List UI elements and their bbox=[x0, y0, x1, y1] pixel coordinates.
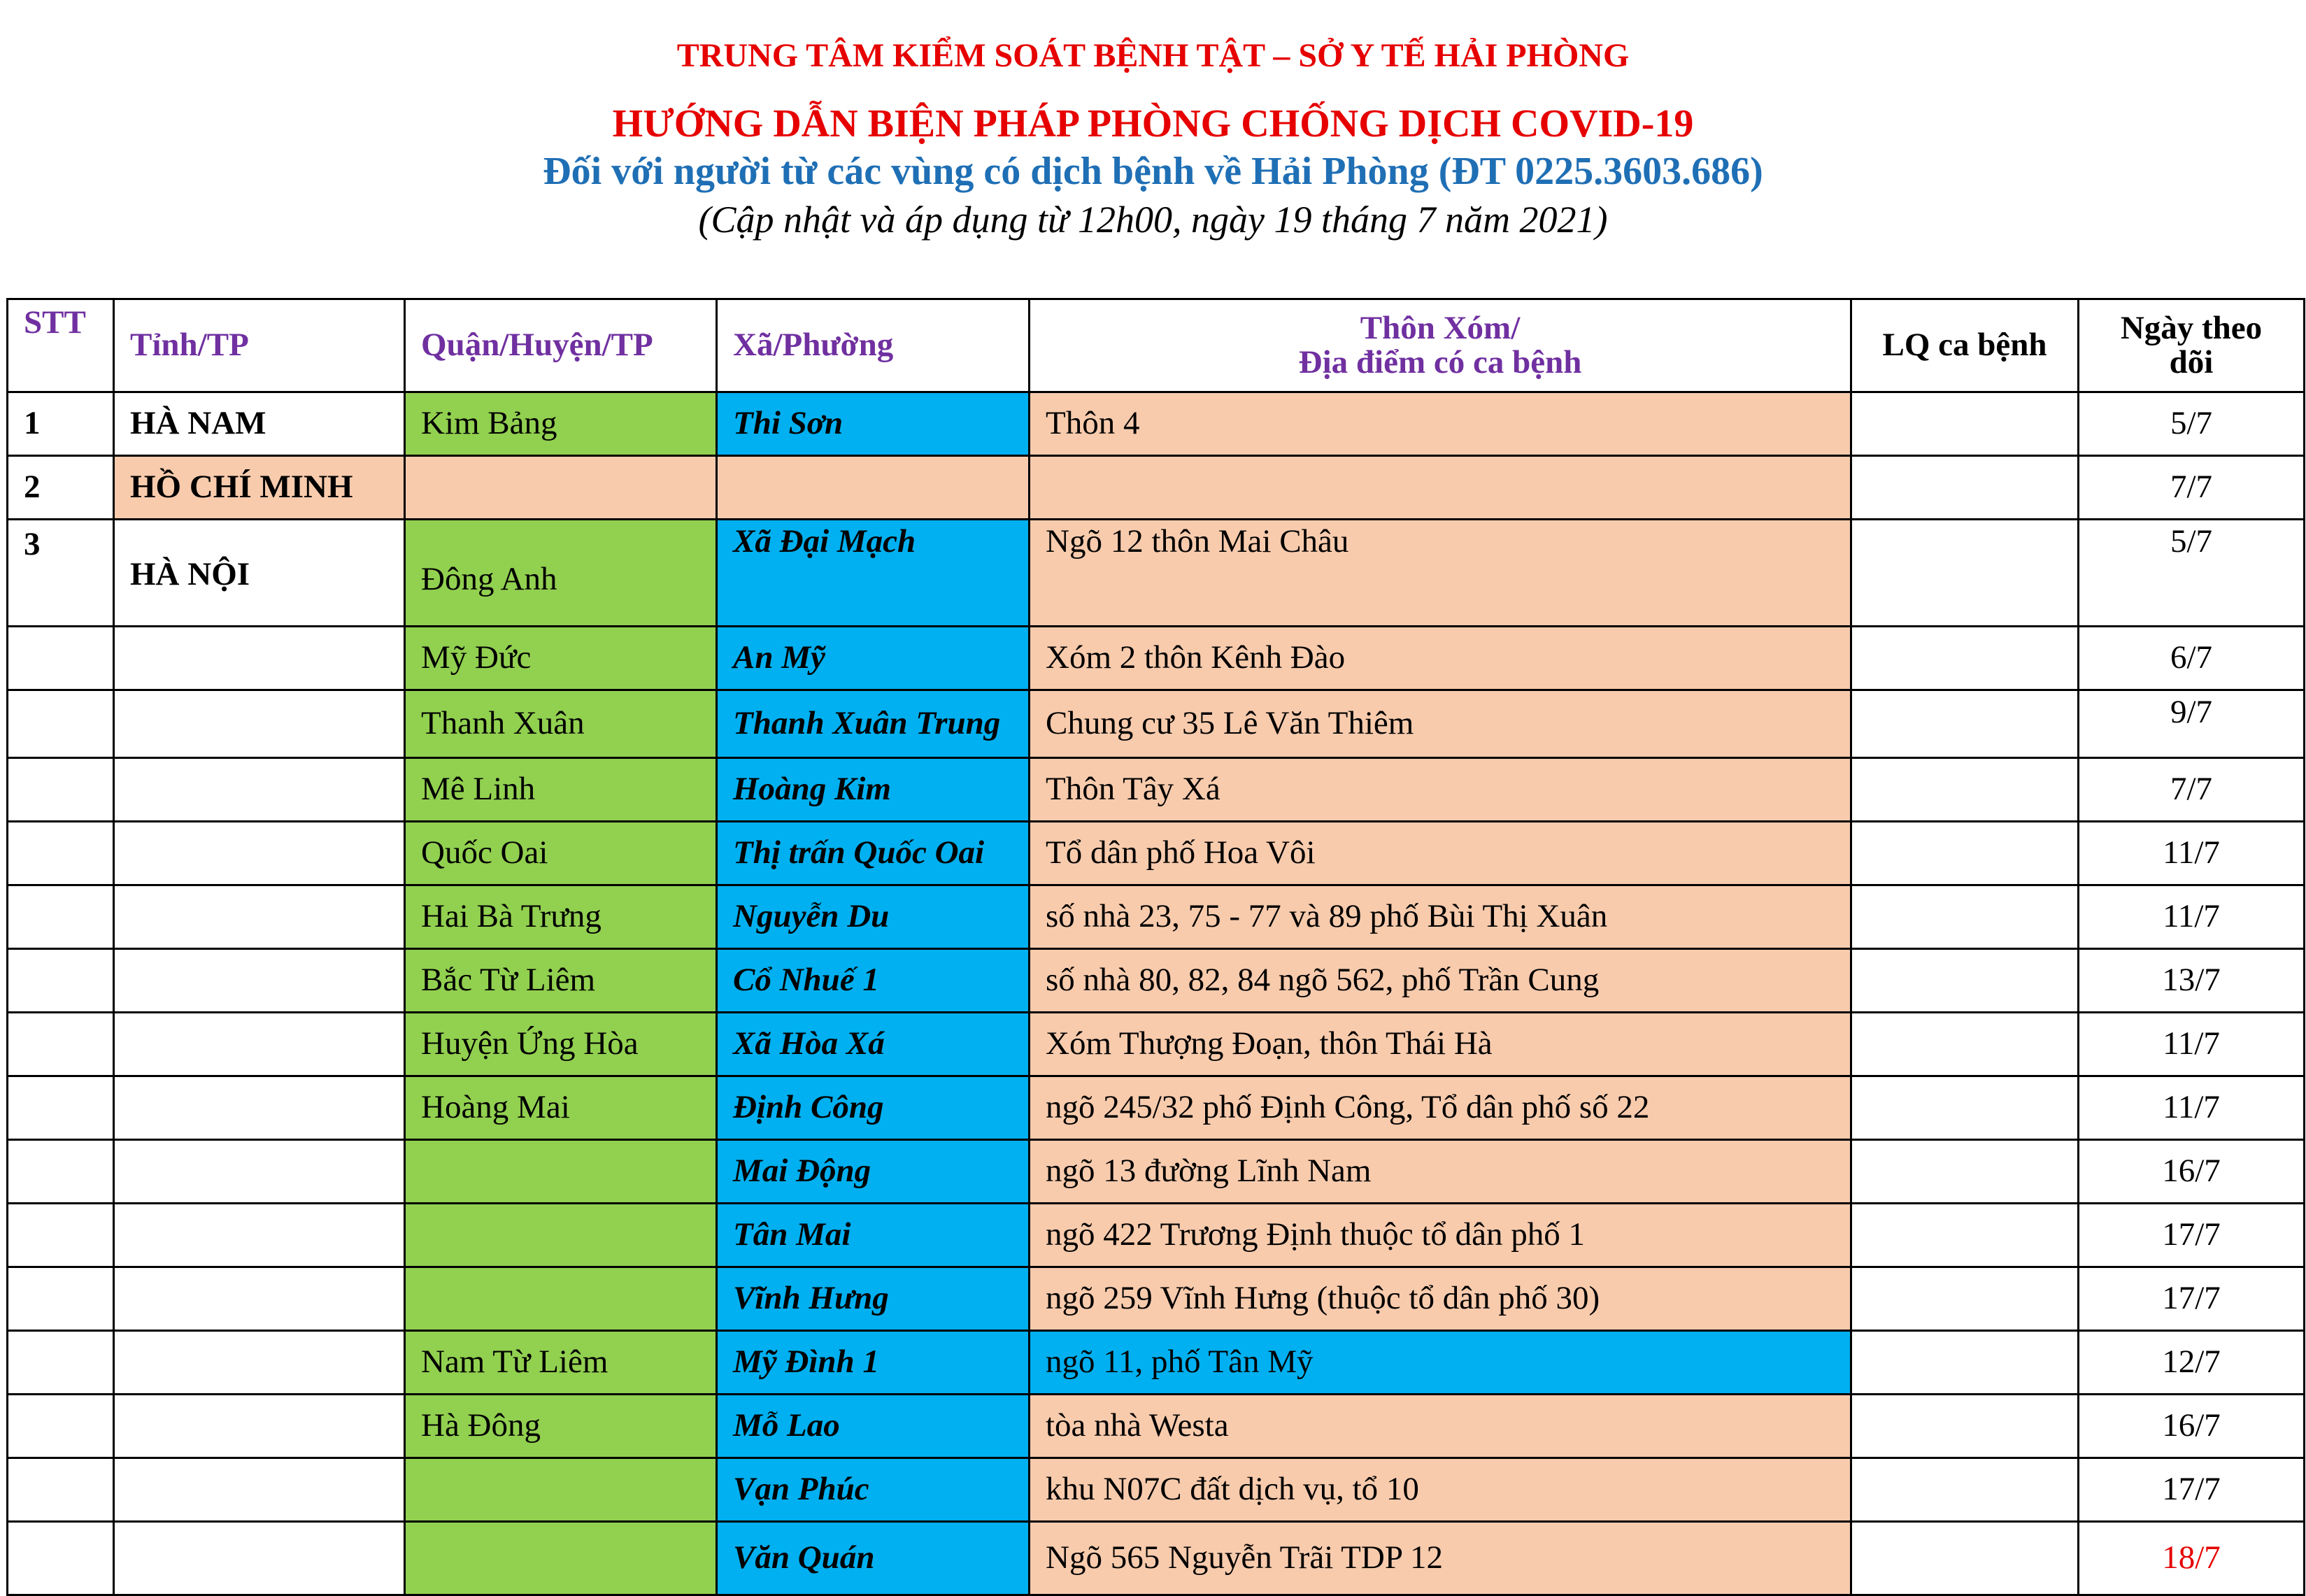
col-header-thon-line1: Thôn Xóm/ bbox=[1360, 309, 1521, 346]
cell-lq bbox=[1851, 1140, 2079, 1204]
table-row bbox=[8, 1013, 2305, 1076]
cell-ngay: 5/7 bbox=[2079, 392, 2305, 456]
cell-thon: ngõ 422 Trương Định thuộc tổ dân phố 1 bbox=[1030, 1204, 1851, 1267]
cell-ngay: 11/7 bbox=[2079, 1076, 2305, 1140]
col-header-ngay-line1: Ngày theo bbox=[2120, 309, 2263, 346]
cell-xa bbox=[717, 456, 1030, 520]
cell-tinh bbox=[114, 1331, 405, 1395]
cell-thon: Chung cư 35 Lê Văn Thiêm bbox=[1030, 690, 1851, 758]
cell-lq bbox=[1851, 690, 2079, 758]
cell-stt bbox=[8, 1522, 114, 1595]
cell-tinh bbox=[114, 1013, 405, 1076]
cell-quan bbox=[405, 456, 717, 520]
cell-quan: Kim Bảng bbox=[405, 392, 717, 456]
cell-quan: Mê Linh bbox=[405, 758, 717, 822]
cell-ngay: 11/7 bbox=[2079, 1013, 2305, 1076]
cell-tinh bbox=[114, 822, 405, 885]
cell-xa: Xã Đại Mạch bbox=[717, 520, 1030, 627]
cell-quan: Hà Đông bbox=[405, 1395, 717, 1458]
col-header-ngay bbox=[2079, 299, 2305, 392]
cell-xa: Cổ Nhuế 1 bbox=[717, 949, 1030, 1013]
cell-ngay: 16/7 bbox=[2079, 1140, 2305, 1204]
cell-lq bbox=[1851, 1331, 2079, 1395]
cell-tinh bbox=[114, 1395, 405, 1458]
cell-quan bbox=[405, 1522, 717, 1595]
cell-thon: Ngõ 12 thôn Mai Châu bbox=[1030, 520, 1851, 627]
cell-thon: ngõ 245/32 phố Định Công, Tổ dân phố số 22 bbox=[1030, 1076, 1851, 1140]
cell-ngay: 17/7 bbox=[2079, 1458, 2305, 1522]
cell-stt bbox=[8, 758, 114, 822]
col-header-thon bbox=[1030, 299, 1851, 392]
cell-thon: Xóm 2 thôn Kênh Đào bbox=[1030, 627, 1851, 690]
table-row bbox=[8, 758, 2305, 822]
table-row bbox=[8, 627, 2305, 690]
col-header-stt: STT bbox=[8, 299, 114, 392]
table-row bbox=[8, 1458, 2305, 1522]
cell-thon: ngõ 11, phố Tân Mỹ bbox=[1030, 1331, 1851, 1395]
cell-xa: Vĩnh Hưng bbox=[717, 1267, 1030, 1331]
cell-thon: số nhà 80, 82, 84 ngõ 562, phố Trần Cung bbox=[1030, 949, 1851, 1013]
cell-xa: Hoàng Kim bbox=[717, 758, 1030, 822]
cell-stt bbox=[8, 1013, 114, 1076]
cell-lq bbox=[1851, 1267, 2079, 1331]
table-row bbox=[8, 949, 2305, 1013]
cell-thon bbox=[1030, 456, 1851, 520]
cell-tinh bbox=[114, 1522, 405, 1595]
cell-stt bbox=[8, 1140, 114, 1204]
organization-heading: TRUNG TÂM KIỂM SOÁT BỆNH TẬT – SỞ Y TẾ HẢI PHÒNG bbox=[676, 37, 1630, 74]
table-row bbox=[8, 1076, 2305, 1140]
cell-xa: Xã Hòa Xá bbox=[717, 1013, 1030, 1076]
table-header-row bbox=[8, 299, 2305, 392]
cell-stt bbox=[8, 949, 114, 1013]
cell-stt bbox=[8, 1395, 114, 1458]
cell-lq bbox=[1851, 758, 2079, 822]
cell-quan: Bắc Từ Liêm bbox=[405, 949, 717, 1013]
cell-xa: Văn Quán bbox=[717, 1522, 1030, 1595]
table-row bbox=[8, 1395, 2305, 1458]
cell-quan: Hai Bà Trưng bbox=[405, 885, 717, 949]
cell-ngay: 17/7 bbox=[2079, 1204, 2305, 1267]
cell-tinh bbox=[114, 627, 405, 690]
cell-lq bbox=[1851, 949, 2079, 1013]
table-row bbox=[8, 456, 2305, 520]
cell-ngay: 11/7 bbox=[2079, 822, 2305, 885]
col-header-quan: Quận/Huyện/TP bbox=[405, 299, 717, 392]
cell-stt bbox=[8, 1458, 114, 1522]
col-header-lq: LQ ca bệnh bbox=[1851, 299, 2079, 392]
document-subtitle: Đối với người từ các vùng có dịch bệnh về Hải Phòng (ĐT 0225.3603.686) bbox=[543, 150, 1763, 193]
cell-quan bbox=[405, 1140, 717, 1204]
cell-xa: Tân Mai bbox=[717, 1204, 1030, 1267]
cell-xa: Mai Động bbox=[717, 1140, 1030, 1204]
cell-tinh bbox=[114, 758, 405, 822]
cell-quan: Quốc Oai bbox=[405, 822, 717, 885]
cell-tinh bbox=[114, 1458, 405, 1522]
cell-thon: Ngõ 565 Nguyễn Trãi TDP 12 bbox=[1030, 1522, 1851, 1595]
cell-lq bbox=[1851, 520, 2079, 627]
cell-ngay: 17/7 bbox=[2079, 1267, 2305, 1331]
cell-xa: Vạn Phúc bbox=[717, 1458, 1030, 1522]
cell-tinh bbox=[114, 949, 405, 1013]
cell-stt bbox=[8, 885, 114, 949]
cell-ngay: 5/7 bbox=[2079, 520, 2305, 627]
cell-thon: Thôn 4 bbox=[1030, 392, 1851, 456]
cell-thon: Tổ dân phố Hoa Vôi bbox=[1030, 822, 1851, 885]
cell-ngay: 7/7 bbox=[2079, 456, 2305, 520]
table-row bbox=[8, 1140, 2305, 1204]
cell-ngay: 18/7 bbox=[2079, 1522, 2305, 1595]
cell-tinh bbox=[114, 1267, 405, 1331]
cell-lq bbox=[1851, 1522, 2079, 1595]
table-row bbox=[8, 822, 2305, 885]
cell-tinh bbox=[114, 690, 405, 758]
table-row bbox=[8, 1522, 2305, 1595]
cell-ngay: 6/7 bbox=[2079, 627, 2305, 690]
cell-ngay: 11/7 bbox=[2079, 885, 2305, 949]
cell-tinh: HỒ CHÍ MINH bbox=[114, 456, 405, 520]
cell-xa: Thị trấn Quốc Oai bbox=[717, 822, 1030, 885]
cell-stt bbox=[8, 1267, 114, 1331]
cell-tinh bbox=[114, 1076, 405, 1140]
cell-quan: Thanh Xuân bbox=[405, 690, 717, 758]
cell-lq bbox=[1851, 1013, 2079, 1076]
cell-quan: Huyện Ứng Hòa bbox=[405, 1013, 717, 1076]
cell-xa: Nguyễn Du bbox=[717, 885, 1030, 949]
document-title: HƯỚNG DẪN BIỆN PHÁP PHÒNG CHỐNG DỊCH COVID-19 bbox=[612, 102, 1694, 145]
cell-stt: 3 bbox=[8, 520, 114, 627]
cell-thon: tòa nhà Westa bbox=[1030, 1395, 1851, 1458]
cell-tinh bbox=[114, 1140, 405, 1204]
cell-lq bbox=[1851, 1395, 2079, 1458]
table-row bbox=[8, 1267, 2305, 1331]
cell-ngay: 16/7 bbox=[2079, 1395, 2305, 1458]
cell-xa: Thanh Xuân Trung bbox=[717, 690, 1030, 758]
cell-thon: khu N07C đất dịch vụ, tổ 10 bbox=[1030, 1458, 1851, 1522]
cell-ngay: 9/7 bbox=[2079, 690, 2305, 758]
cell-quan: Đông Anh bbox=[405, 520, 717, 627]
cell-lq bbox=[1851, 1204, 2079, 1267]
table-row bbox=[8, 1331, 2305, 1395]
cell-stt: 1 bbox=[8, 392, 114, 456]
cell-stt bbox=[8, 627, 114, 690]
cell-tinh bbox=[114, 885, 405, 949]
cell-quan: Nam Từ Liêm bbox=[405, 1331, 717, 1395]
cell-tinh: HÀ NAM bbox=[114, 392, 405, 456]
cell-tinh: HÀ NỘI bbox=[114, 520, 405, 627]
cell-xa: Thi Sơn bbox=[717, 392, 1030, 456]
cell-stt: 2 bbox=[8, 456, 114, 520]
cell-xa: Mỹ Đình 1 bbox=[717, 1331, 1030, 1395]
col-header-xa: Xã/Phường bbox=[717, 299, 1030, 392]
cell-lq bbox=[1851, 627, 2079, 690]
cell-thon: Thôn Tây Xá bbox=[1030, 758, 1851, 822]
update-note: (Cập nhật và áp dụng từ 12h00, ngày 19 tháng 7 năm 2021) bbox=[698, 199, 1608, 241]
cell-thon: ngõ 259 Vĩnh Hưng (thuộc tổ dân phố 30) bbox=[1030, 1267, 1851, 1331]
cell-ngay: 12/7 bbox=[2079, 1331, 2305, 1395]
cell-quan bbox=[405, 1458, 717, 1522]
cell-ngay: 7/7 bbox=[2079, 758, 2305, 822]
cell-lq bbox=[1851, 822, 2079, 885]
table-row bbox=[8, 885, 2305, 949]
table-row bbox=[8, 520, 2305, 627]
col-header-tinh: Tỉnh/TP bbox=[114, 299, 405, 392]
cell-lq bbox=[1851, 456, 2079, 520]
outbreak-locations-table bbox=[6, 298, 2305, 1596]
cell-stt bbox=[8, 822, 114, 885]
cell-lq bbox=[1851, 1458, 2079, 1522]
cell-quan bbox=[405, 1267, 717, 1331]
cell-lq bbox=[1851, 1076, 2079, 1140]
cell-xa: An Mỹ bbox=[717, 627, 1030, 690]
cell-quan bbox=[405, 1204, 717, 1267]
cell-ngay: 13/7 bbox=[2079, 949, 2305, 1013]
cell-thon: Xóm Thượng Đoạn, thôn Thái Hà bbox=[1030, 1013, 1851, 1076]
cell-xa: Định Công bbox=[717, 1076, 1030, 1140]
cell-stt bbox=[8, 1331, 114, 1395]
cell-thon: ngõ 13 đường Lĩnh Nam bbox=[1030, 1140, 1851, 1204]
cell-stt bbox=[8, 1076, 114, 1140]
cell-thon: số nhà 23, 75 - 77 và 89 phố Bùi Thị Xuân bbox=[1030, 885, 1851, 949]
table-row bbox=[8, 1204, 2305, 1267]
cell-quan: Mỹ Đức bbox=[405, 627, 717, 690]
table-row bbox=[8, 392, 2305, 456]
cell-xa: Mỗ Lao bbox=[717, 1395, 1030, 1458]
col-header-ngay-line2: dõi bbox=[2169, 344, 2214, 380]
cell-stt bbox=[8, 1204, 114, 1267]
cell-stt bbox=[8, 690, 114, 758]
cell-lq bbox=[1851, 392, 2079, 456]
cell-tinh bbox=[114, 1204, 405, 1267]
col-header-thon-line2: Địa điểm có ca bệnh bbox=[1298, 344, 1582, 380]
table-row bbox=[8, 690, 2305, 758]
cell-lq bbox=[1851, 885, 2079, 949]
cell-quan: Hoàng Mai bbox=[405, 1076, 717, 1140]
